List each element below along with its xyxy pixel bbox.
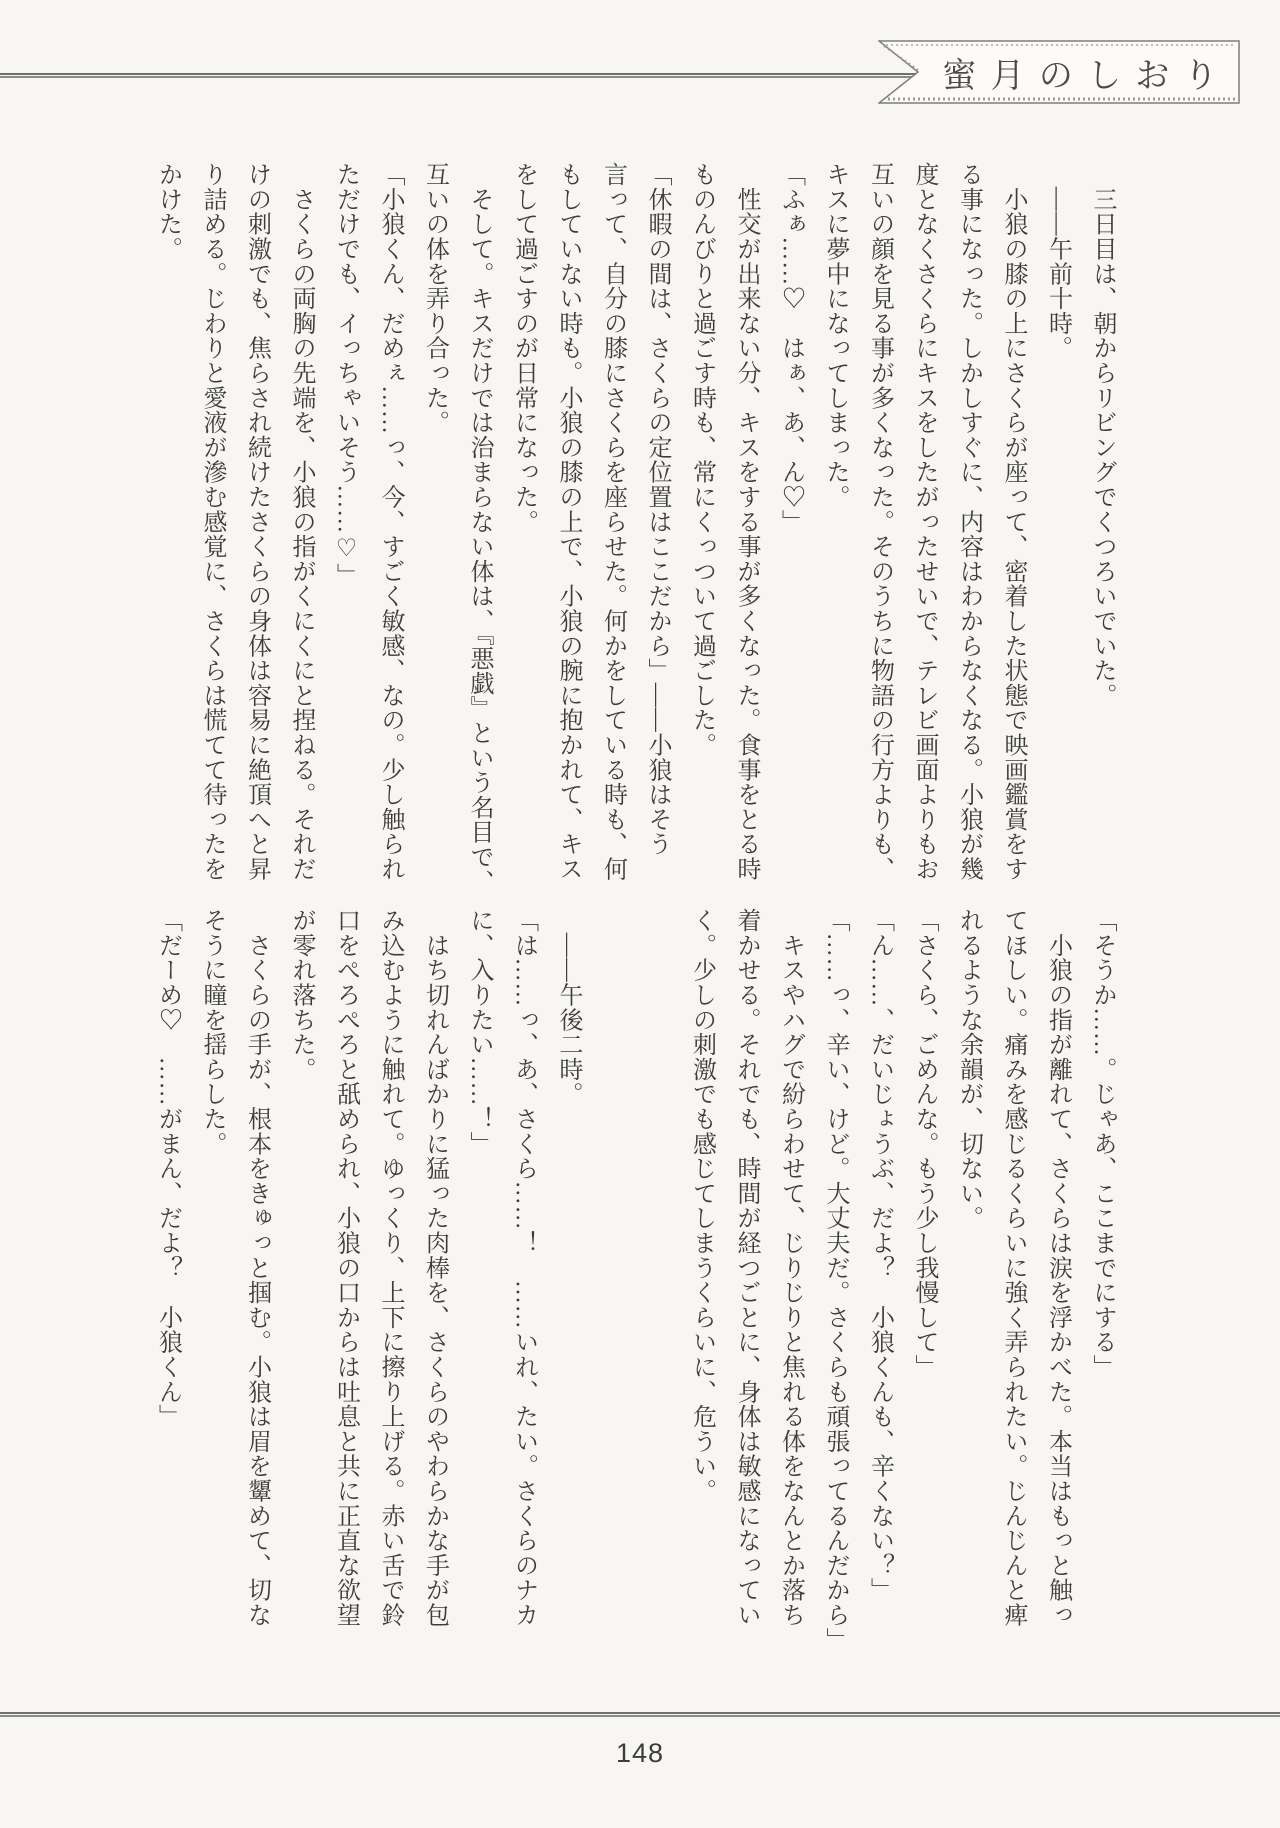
text-line: 口をぺろぺろと舐められ、小狼の口からは吐息と共に正直な欲望 [332, 908, 359, 1628]
text-line: 「だーめ♡ ……がまん、だよ？ 小狼くん」 [154, 908, 181, 1429]
text-block-1 [145, 162, 1124, 907]
text-line: に、入りたい……！」 [466, 908, 492, 1156]
text-line: 性交が出来ない分、キスをする事が多くなった。食事をとる時 [733, 162, 759, 882]
text-line: ——午前十時。 [1044, 162, 1071, 361]
bottom-double-rule [0, 1712, 1280, 1717]
text-line: く。少しの刺激でも感じてしまうくらいに、危うい。 [688, 908, 715, 1504]
text-line: かけた。 [154, 162, 181, 262]
text-line: 「さくら、ごめんな。もう少し我慢して」 [911, 908, 937, 1380]
title-ribbon [878, 40, 1240, 104]
text-block-2 [145, 908, 1124, 1670]
text-line: 小狼の指が離れて、さくらは涙を浮かべた。本当はもっと触っ [1044, 908, 1071, 1628]
text-line: さくらの両胸の先端を、小狼の指がくにくにと捏ねる。それだ [288, 162, 314, 882]
text-line: 三日目は、朝からリビングでくつろいでいた。 [1089, 162, 1115, 708]
text-line: もしていない時も。小狼の膝の上で、小狼の腕に抱かれて、キス [555, 162, 581, 882]
text-line: さくらの手が、根本をきゅっと掴む。小狼は眉を顰めて、切な [243, 908, 270, 1628]
text-line: ただけでも、イっちゃいそう……♡」 [332, 162, 359, 588]
text-line: 互いの体を弄り合った。 [421, 162, 448, 435]
text-line: れるような余韻が、切ない。 [955, 908, 982, 1231]
page-number: 148 [615, 1738, 665, 1768]
text-line: る事になった。しかしすぐに、内容はわからなくなる。小狼が幾 [955, 162, 982, 882]
text-line: をして過ごすのが日常になった。 [510, 162, 537, 534]
text-line: ——午後二時。 [555, 908, 581, 1107]
text-line: み込むように触れて。ゆっくり、上下に擦り上げる。赤い舌で鈴 [377, 908, 403, 1628]
text-line: ものんびりと過ごす時も、常にくっついて過ごした。 [688, 162, 715, 758]
text-line: キスやハグで紛らわせて、じりじりと焦れる体をなんとか落ち [777, 908, 804, 1628]
text-line: 「休暇の間は、さくらの定位置はここだから」——小狼はそう [644, 162, 670, 857]
text-line: 「小狼くん、だめぇ……っ、今、すごく敏感、なの。少し触られ [377, 162, 403, 882]
page-title: 蜜月のしおり [942, 57, 1232, 95]
text-line: 「ふぁ……♡ はぁ、あ、ん♡」 [777, 162, 804, 534]
text-line: そして。キスだけでは治まらない体は、『悪戯』という名目で、 [466, 162, 492, 894]
text-line: 「……っ、辛い、けど。大丈夫だ。さくらも頑張ってるんだから」 [822, 908, 848, 1652]
text-line: 小狼の膝の上にさくらが座って、密着した状態で映画鑑賞をす [1000, 162, 1026, 882]
text-line: キスに夢中になってしまった。 [822, 162, 848, 510]
text-line: が零れ落ちた。 [288, 908, 314, 1082]
text-line: 互いの顔を見る事が多くなった。そのうちに物語の行方よりも、 [866, 162, 893, 882]
text-line: り詰める。じわりと愛液が滲む感覚に、さくらは慌てて待ったを [199, 162, 225, 882]
text-line: そうに瞳を揺らした。 [199, 908, 225, 1156]
text-line: 度となくさくらにキスをしたがったせいで、テレビ画面よりもお [911, 162, 937, 882]
text-line: 着かせる。それでも、時間が経つごとに、身体は敏感になってい [733, 908, 759, 1628]
blank-line [590, 908, 635, 1670]
text-line: てほしい。痛みを感じるくらいに強く弄られたい。じんじんと痺 [1000, 908, 1026, 1628]
text-line: はち切れんばかりに猛った肉棒を、さくらのやわらかな手が包 [421, 908, 448, 1628]
text-line: 「そうか……。じゃあ、ここまでにする」 [1089, 908, 1115, 1380]
blank-line [635, 908, 680, 1670]
text-line: 「ん……、だいじょうぶ、だよ？ 小狼くんも、辛くない？」 [866, 908, 893, 1603]
top-double-rule [0, 73, 918, 78]
text-line: 言って、自分の膝にさくらを座らせた。何かをしている時も、何 [599, 162, 626, 882]
text-line: 「は……っ、あ、さくら……！ ……いれ、たい。さくらのナカ [510, 908, 537, 1628]
text-line: けの刺激でも、焦らされ続けたさくらの身体は容易に絶頂へと昇 [243, 162, 270, 882]
